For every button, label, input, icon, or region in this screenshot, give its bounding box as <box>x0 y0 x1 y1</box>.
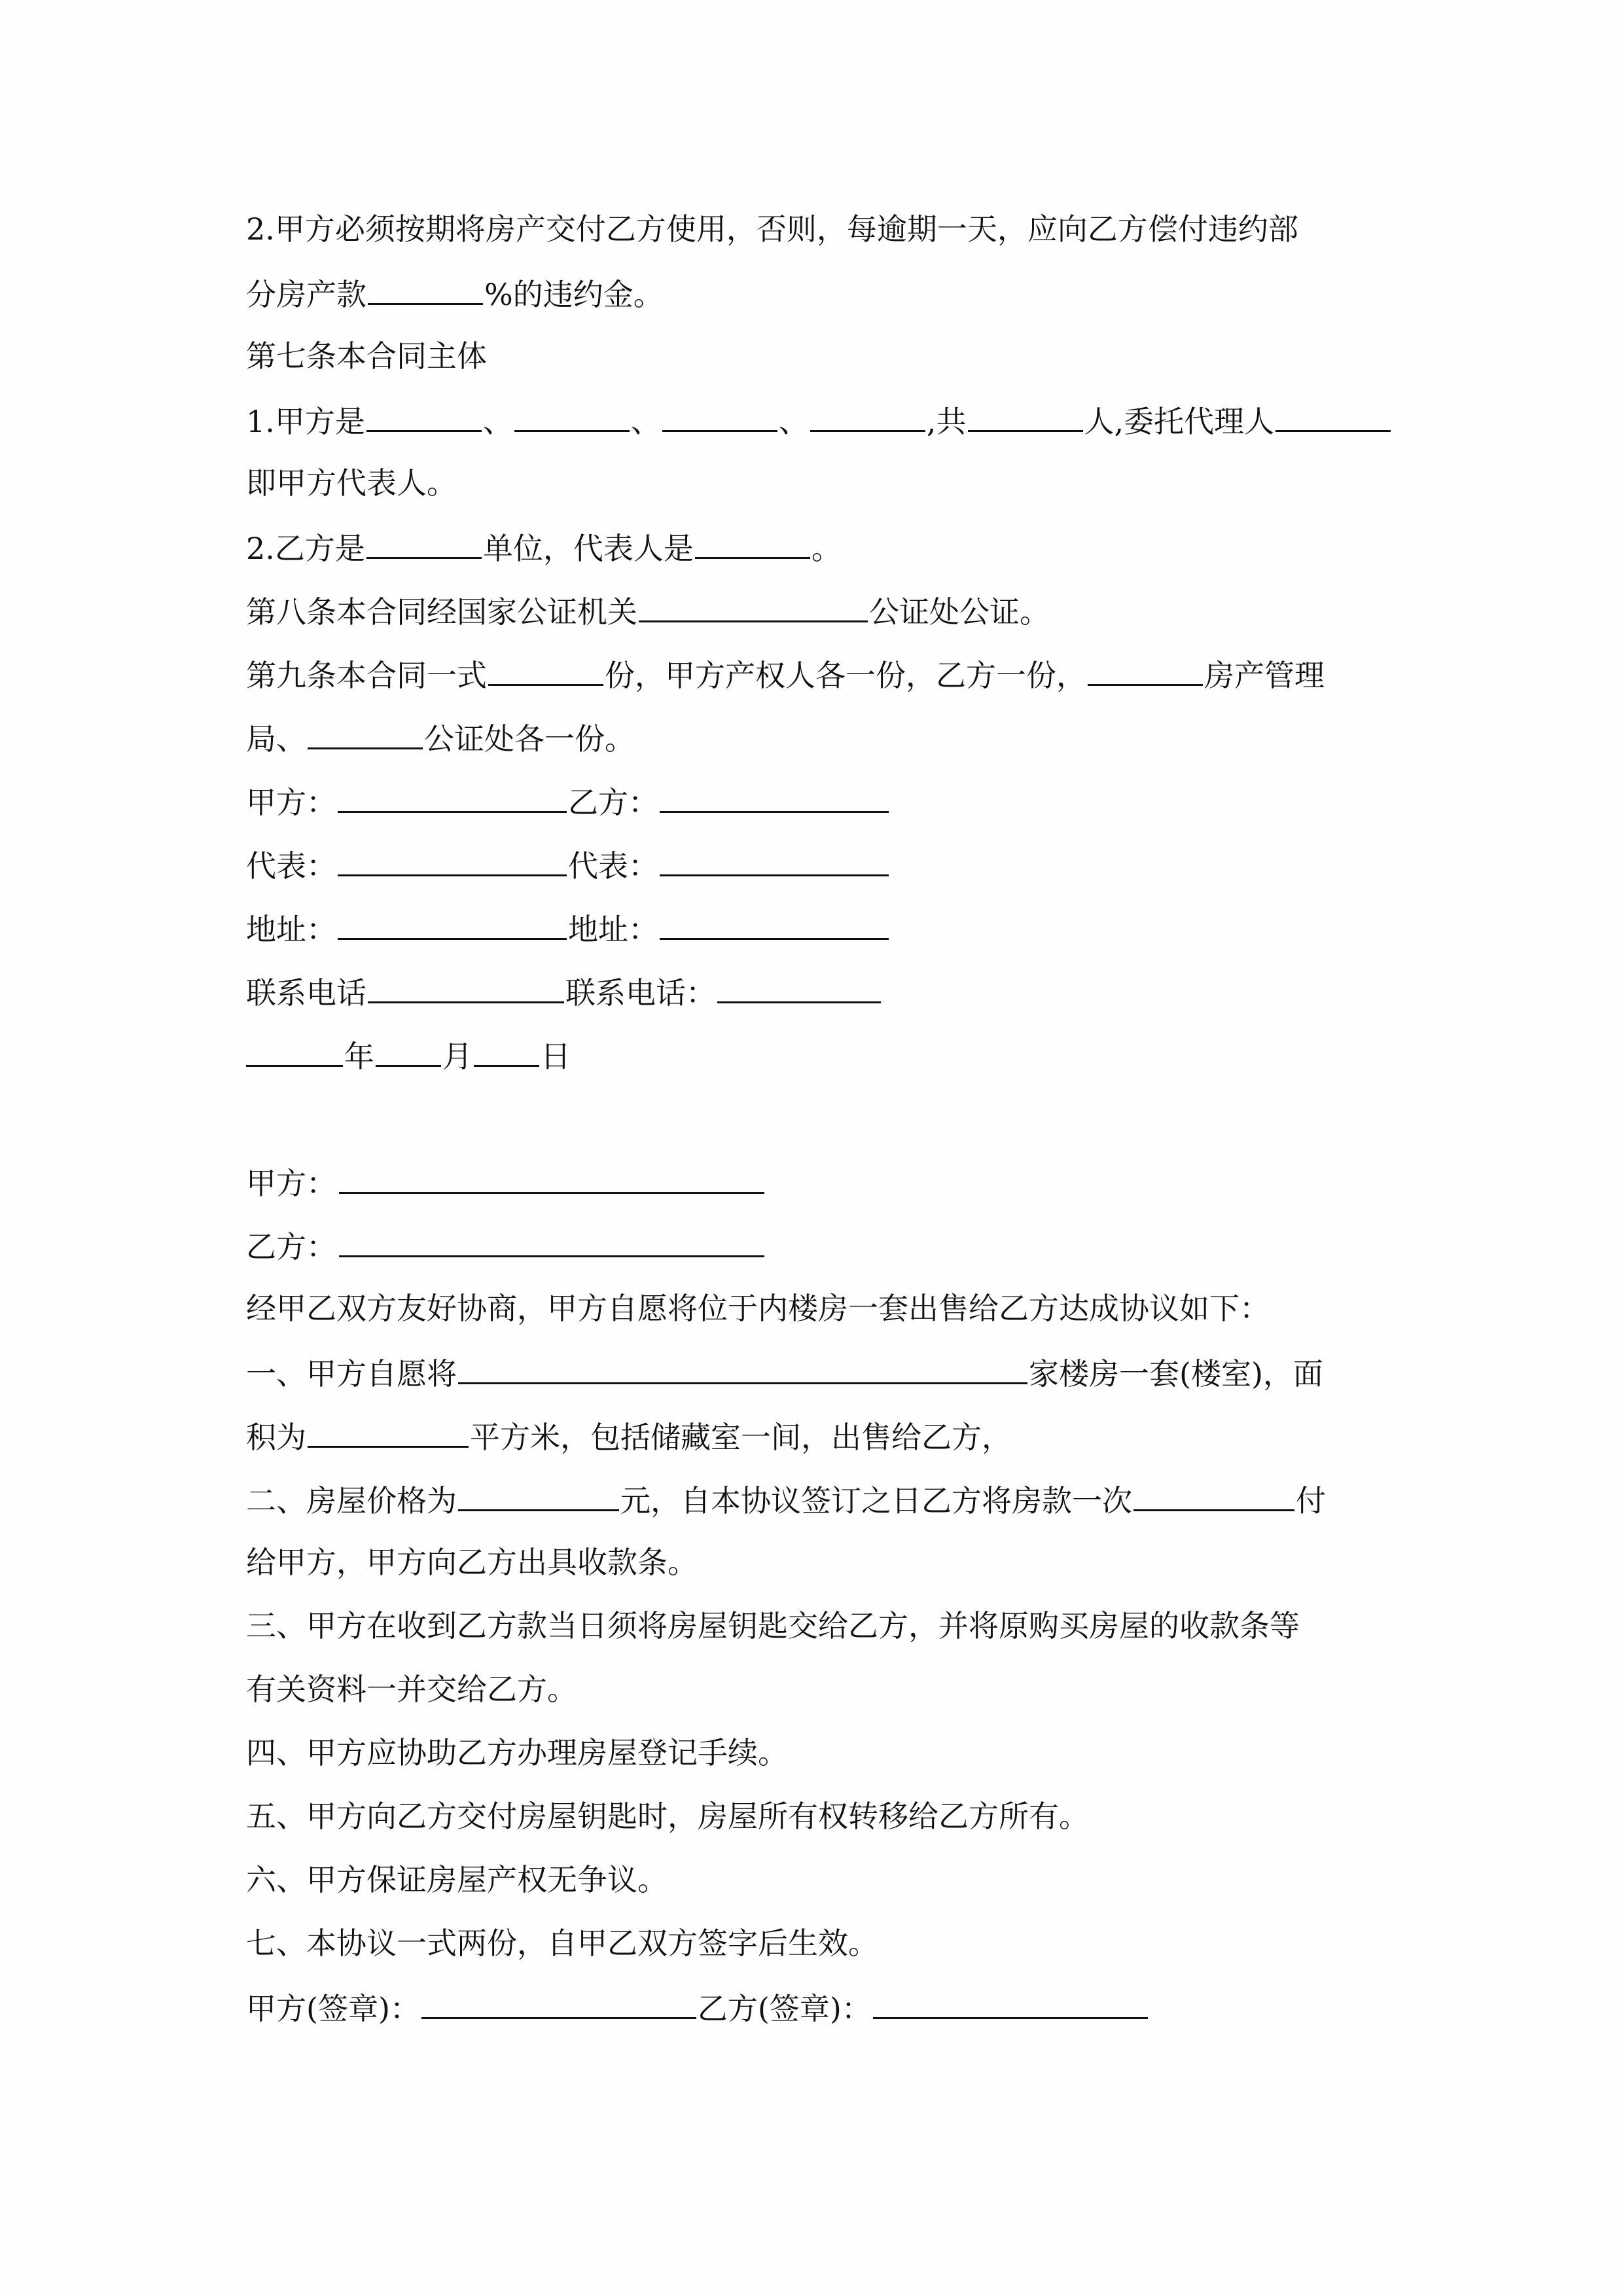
text: 第九条本合同一式 <box>246 658 487 693</box>
party-a-field[interactable] <box>338 781 567 813</box>
label: 乙方(签章)： <box>697 1991 872 2026</box>
address-b-field[interactable] <box>660 908 889 940</box>
clause6-item2-line2 <box>246 273 664 312</box>
text: 积为 <box>246 1420 306 1455</box>
label: 联系电话： <box>565 975 716 1011</box>
text: 2.甲方必须按期将房产交付乙方使用，否则，每逾期一天，应向乙方偿付违约部 <box>246 211 1298 247</box>
text: 七、本协议一式两份，自甲乙双方签字后生效。 <box>246 1926 878 1961</box>
day-field[interactable] <box>474 1035 539 1067</box>
text: 有关资料一并交给乙方。 <box>246 1672 577 1707</box>
sig1-rep-row <box>246 844 890 884</box>
text: 付 <box>1296 1483 1326 1518</box>
agreement-art5 <box>246 1797 1089 1836</box>
text: 公证处公证。 <box>869 594 1050 630</box>
rep-b-field[interactable] <box>660 844 889 876</box>
clause7-item2 <box>246 527 842 566</box>
clause7-item1 <box>246 400 1392 439</box>
party-b-unit-blank[interactable] <box>366 527 482 559</box>
payment-method-blank[interactable] <box>1133 1479 1294 1511</box>
label: 日 <box>541 1039 571 1074</box>
clause6-item2-line1 <box>246 209 1298 249</box>
text: 2.乙方是 <box>246 531 365 566</box>
sig1-phone-row <box>246 971 882 1011</box>
text: 四、甲方应协助乙方办理房屋登记手续。 <box>246 1735 788 1770</box>
price-blank[interactable] <box>458 1479 619 1511</box>
clause7-item1-line2 <box>246 463 457 503</box>
sig2-party-b-row <box>246 1225 766 1265</box>
label: 地址： <box>568 912 658 947</box>
penalty-percent-blank[interactable] <box>368 273 483 305</box>
agent-name-blank[interactable] <box>1275 400 1391 432</box>
text: 平方米，包括储藏室一间，出售给乙方， <box>470 1420 1012 1455</box>
text: 给甲方，甲方向乙方出具收款条。 <box>246 1545 698 1580</box>
clause9-line2 <box>246 717 635 757</box>
text: 1.甲方是 <box>246 404 365 439</box>
label: 甲方： <box>246 1166 336 1201</box>
sig1-date-row <box>246 1035 571 1074</box>
party-a-signature-field[interactable] <box>339 1162 764 1194</box>
clause9-line1 <box>246 654 1325 693</box>
text: 六、甲方保证房屋产权无争议。 <box>246 1862 668 1897</box>
text: 经甲乙双方友好协商，甲方自愿将位于内楼房一套出售给乙方达成协议如下： <box>246 1291 1270 1326</box>
party-b-seal-field[interactable] <box>873 1987 1148 2019</box>
phone-b-field[interactable] <box>717 971 881 1003</box>
notary-office-blank[interactable] <box>308 717 423 749</box>
agreement-art3-line2 <box>246 1670 577 1709</box>
label: 乙方： <box>568 785 658 820</box>
copies-count-blank[interactable] <box>488 654 603 686</box>
clause8 <box>246 590 1050 630</box>
month-field[interactable] <box>376 1035 441 1067</box>
party-a-name-blank-3[interactable] <box>662 400 777 432</box>
label: 联系电话 <box>246 975 366 1011</box>
agreement-art1-line2 <box>246 1416 1012 1455</box>
label: 地址： <box>246 912 336 947</box>
text: 单位，代表人是 <box>482 531 694 566</box>
text: 元，自本协议签订之日乙方将房款一次 <box>620 1483 1132 1518</box>
text: 一、甲方自愿将 <box>246 1356 457 1391</box>
rep-a-field[interactable] <box>338 844 567 876</box>
text: 房产管理 <box>1204 658 1325 693</box>
text: 三、甲方在收到乙方款当日须将房屋钥匙交给乙方，并将原购买房屋的收款条等 <box>246 1608 1300 1643</box>
text: 。 <box>811 531 842 566</box>
text: 分房产款 <box>246 277 366 312</box>
text: %的违约金。 <box>484 277 664 312</box>
text: 、 <box>778 404 809 439</box>
property-location-blank[interactable] <box>458 1352 1027 1384</box>
party-a-name-blank-4[interactable] <box>810 400 925 432</box>
text: 二、房屋价格为 <box>246 1483 457 1518</box>
agreement-art2-line1 <box>246 1479 1326 1518</box>
label: 乙方： <box>246 1229 336 1265</box>
text: 、 <box>482 404 513 439</box>
housing-bureau-blank[interactable] <box>1088 654 1203 686</box>
area-blank[interactable] <box>308 1416 469 1448</box>
year-field[interactable] <box>246 1035 343 1067</box>
text: 份，甲方产权人各一份，乙方一份， <box>605 658 1086 693</box>
text: 即甲方代表人。 <box>246 465 457 501</box>
text: ,共 <box>926 404 967 439</box>
text: 局、 <box>246 721 306 757</box>
notary-authority-blank[interactable] <box>639 590 868 622</box>
party-a-name-blank-1[interactable] <box>366 400 482 432</box>
agreement-art1-line1 <box>246 1352 1323 1391</box>
party-b-rep-blank[interactable] <box>695 527 810 559</box>
section-heading: 第七条本合同主体 <box>246 338 487 374</box>
party-a-name-blank-2[interactable] <box>514 400 630 432</box>
party-a-count-blank[interactable] <box>968 400 1083 432</box>
clause7-title <box>246 336 487 376</box>
phone-a-field[interactable] <box>368 971 564 1003</box>
text: 、 <box>630 404 661 439</box>
sig1-address-row <box>246 908 890 947</box>
agreement-signature-row <box>246 1987 1149 2026</box>
sig2-party-a-row <box>246 1162 766 1201</box>
agreement-art2-line2 <box>246 1543 698 1582</box>
agreement-art4 <box>246 1733 788 1772</box>
text: 家楼房一套(楼室)，面 <box>1029 1356 1323 1391</box>
agreement-art7 <box>246 1924 878 1963</box>
agreement-intro <box>246 1289 1270 1328</box>
label: 甲方(签章)： <box>246 1991 420 2026</box>
label: 年 <box>344 1039 374 1074</box>
party-b-signature-field[interactable] <box>339 1225 764 1257</box>
party-b-field[interactable] <box>660 781 889 813</box>
agreement-art3-line1 <box>246 1606 1300 1645</box>
text: 公证处各一份。 <box>424 721 635 757</box>
text: 五、甲方向乙方交付房屋钥匙时，房屋所有权转移给乙方所有。 <box>246 1799 1089 1834</box>
address-a-field[interactable] <box>338 908 567 940</box>
label: 甲方： <box>246 785 336 820</box>
label: 月 <box>442 1039 473 1074</box>
party-a-seal-field[interactable] <box>421 1987 696 2019</box>
label: 代表： <box>568 848 658 884</box>
text: 第八条本合同经国家公证机关 <box>246 594 637 630</box>
sig1-party-row <box>246 781 890 820</box>
text: 人,委托代理人 <box>1084 404 1275 439</box>
label: 代表： <box>246 848 336 884</box>
agreement-art6 <box>246 1860 668 1899</box>
